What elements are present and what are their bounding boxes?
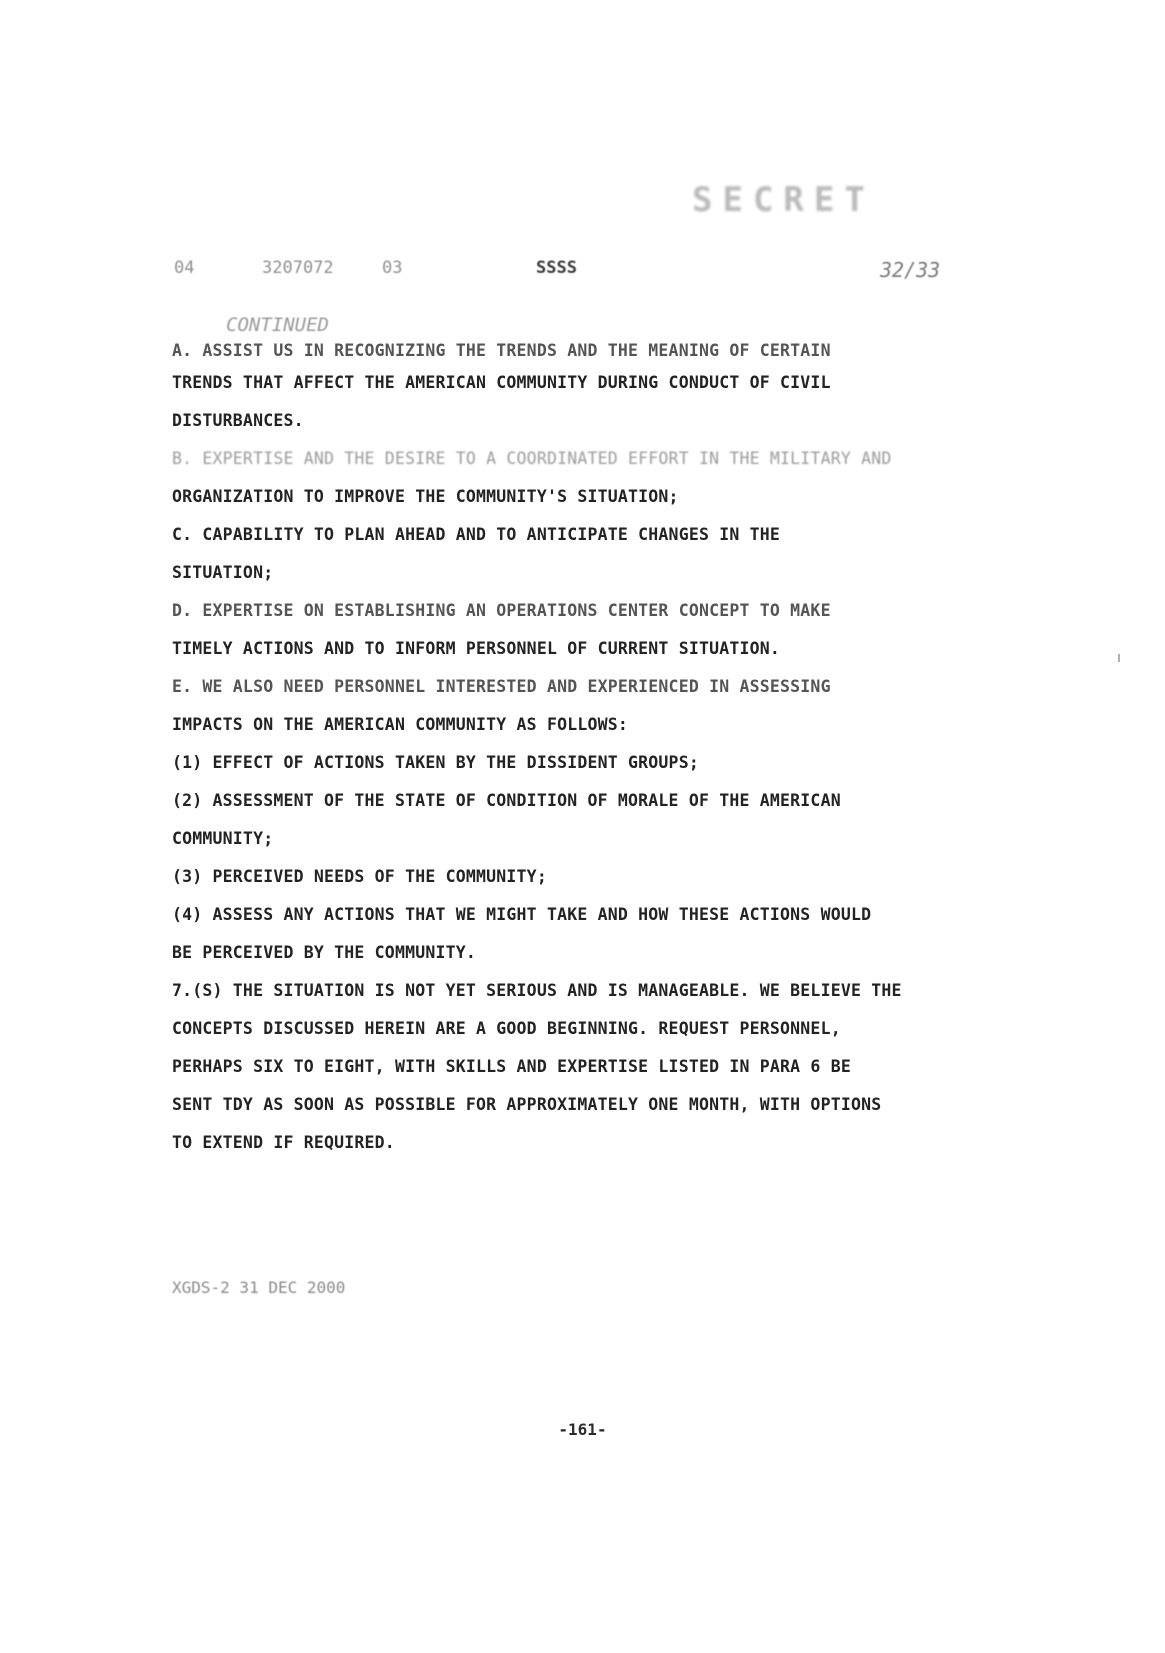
text-line: (1) EFFECT OF ACTIONS TAKEN BY THE DISSIDENT GROUPS; (172, 753, 699, 772)
text-line: B. EXPERTISE AND THE DESIRE TO A COORDINATED EFFORT IN THE MILITARY AND (172, 449, 892, 468)
text-line: SENT TDY AS SOON AS POSSIBLE FOR APPROXIMATELY ONE MONTH, WITH OPTIONS (172, 1095, 882, 1114)
text-line: DISTURBANCES. (172, 411, 304, 430)
text-line: 7.(S) THE SITUATION IS NOT YET SERIOUS AND IS MANAGEABLE. WE BELIEVE THE (172, 981, 902, 1000)
text-line: E. WE ALSO NEED PERSONNEL INTERESTED AND EXPERIENCED IN ASSESSING (172, 677, 831, 696)
header-field-3: 03 (382, 258, 403, 278)
header-field-5: 32/33 (880, 258, 941, 282)
text-line: C. CAPABILITY TO PLAN AHEAD AND TO ANTICIPATE CHANGES IN THE (172, 525, 781, 544)
text-line: IMPACTS ON THE AMERICAN COMMUNITY AS FOLLOWS: (172, 715, 629, 734)
message-body (172, 342, 932, 1152)
header-field-2: 3207072 (262, 258, 334, 278)
text-line: ORGANIZATION TO IMPROVE THE COMMUNITY'S SITUATION; (172, 487, 679, 506)
text-line: (2) ASSESSMENT OF THE STATE OF CONDITION OF MORALE OF THE AMERICAN (172, 791, 841, 810)
text-line: (3) PERCEIVED NEEDS OF THE COMMUNITY; (172, 867, 547, 886)
text-line: D. EXPERTISE ON ESTABLISHING AN OPERATIONS CENTER CONCEPT TO MAKE (172, 601, 831, 620)
classification-stamp: SECRET (692, 180, 875, 220)
text-line: PERHAPS SIX TO EIGHT, WITH SKILLS AND EXPERTISE LISTED IN PARA 6 BE (172, 1057, 851, 1076)
page-number: -161- (558, 1420, 607, 1439)
text-line: TO EXTEND IF REQUIRED. (172, 1133, 395, 1152)
text-line: TRENDS THAT AFFECT THE AMERICAN COMMUNITY DURING CONDUCT OF CIVIL (172, 373, 831, 392)
text-line: TIMELY ACTIONS AND TO INFORM PERSONNEL OF CURRENT SITUATION. (172, 639, 781, 658)
header-field-4: SSSS (536, 258, 577, 278)
text-line: (4) ASSESS ANY ACTIONS THAT WE MIGHT TAKE AND HOW THESE ACTIONS WOULD (172, 905, 872, 924)
header-field-1: 04 (174, 258, 195, 278)
margin-mark (1118, 654, 1120, 662)
text-line: COMMUNITY; (172, 829, 274, 848)
text-line: SITUATION; (172, 563, 274, 582)
text-line: A. ASSIST US IN RECOGNIZING THE TRENDS AND THE MEANING OF CERTAIN (172, 341, 831, 360)
declassification-code: XGDS-2 31 DEC 2000 (172, 1278, 346, 1297)
text-line: BE PERCEIVED BY THE COMMUNITY. (172, 943, 477, 962)
text-line: CONCEPTS DISCUSSED HEREIN ARE A GOOD BEGINNING. REQUEST PERSONNEL, (172, 1019, 841, 1038)
continued-label: CONTINUED (226, 314, 329, 336)
